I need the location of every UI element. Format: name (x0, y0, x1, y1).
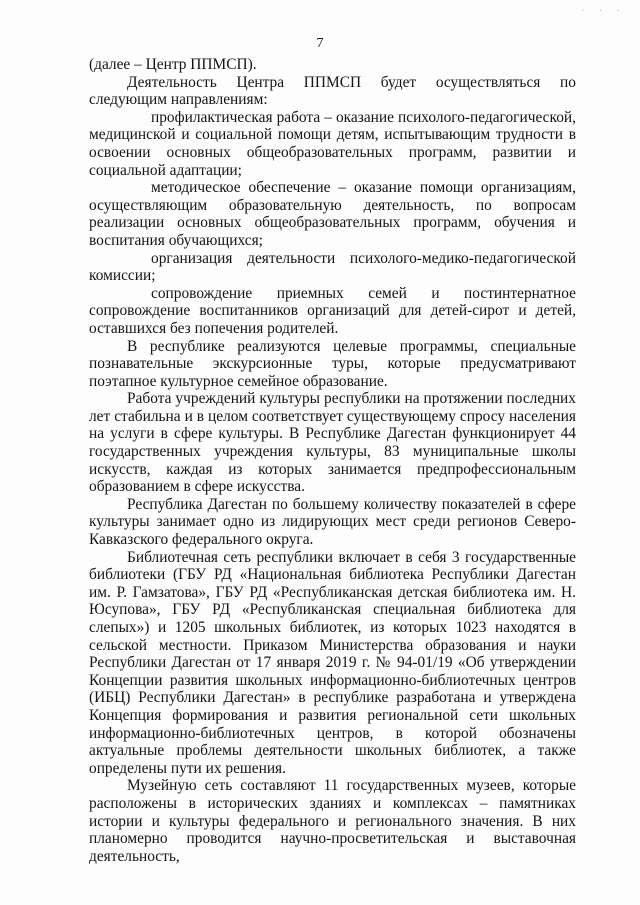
list-item: организация деятельности психолого-медико-педагогической комиссии; (89, 249, 576, 285)
paragraph: Республика Дагестан по большему количеству показателей в сфере культуры занимает одно из лидирующих мест среди регионов Северо-Кавказского федерального округа. (89, 495, 576, 549)
page-number: 7 (316, 36, 324, 51)
paragraph: Работа учреждений культуры республики на протяжении последних лет стабильна и в целом соответствует существующему спросу населения на услуги в сфере культуры. В Республике Дагестан функционирует 44 государственных учреждения культуры, 83 муниципальные школы искусств, каждая из которых занимается предпрофессиональным образованием в сфере искусства. (89, 390, 576, 496)
list-item: сопровождение приемных семей и постинтернатное сопровождение воспитанников организаций для детей-сирот и детей, оставшихся без попечения родителей. (89, 284, 576, 337)
document-body (89, 56, 576, 865)
paragraph: (далее – Центр ППМСП). (89, 56, 257, 73)
paragraph: В республике реализуются целевые программы, специальные познавательные экскурсионные туры, которые предусматривают поэтапное культурное семейное образование. (89, 337, 576, 390)
list-item: профилактическая работа – оказание психолого-педагогической, медицинской и социальной помощи детям, испытывающим трудности в освоении основных общеобразовательных программ, развитии и социальной адаптации; (89, 108, 576, 179)
paragraph: Деятельность Центра ППМСП будет осуществляться по следующим направлениям: (89, 73, 576, 109)
scan-artifact: · · · (581, 6, 626, 17)
paragraph: Музейную сеть составляют 11 государственных музеев, которые расположены в исторических зданиях и комплексах – памятниках истории и культуры федерального и регионального значения. В них планомерно проводится научно-просветительская и выставочная деятельность, (89, 777, 576, 865)
list-item: методическое обеспечение – оказание помощи организациям, осуществляющим образовательную деятельность, по вопросам реализации основных общеобразовательных программ, обучения и воспитания обучающихся; (89, 179, 576, 249)
paragraph: Библиотечная сеть республики включает в себя 3 государственные библиотеки (ГБУ РД «Национальная библиотека Республики Дагестан им. Р. Гамзатова», ГБУ РД «Республиканская детская библиотека им. Н. Юсупова», ГБУ РД «Республиканская специальная библиотека для слепых») и 1205 школьных библиотек, из которых 1023 находятся в сельской местности. Приказом Министерства образования и науки Республики Дагестан от 17 января 2019 г. № 94-01/19 «Об утверждении Концепции развития школьных информационно-библиотечных центров (ИБЦ) Республики Дагестан» в республике разработана и утверждена Концепция формирования и развития региональной сети школьных информационно-библиотечных центров, в которой обозначены актуальные проблемы деятельности школьных библиотек, а также определены пути их решения. (89, 548, 576, 777)
